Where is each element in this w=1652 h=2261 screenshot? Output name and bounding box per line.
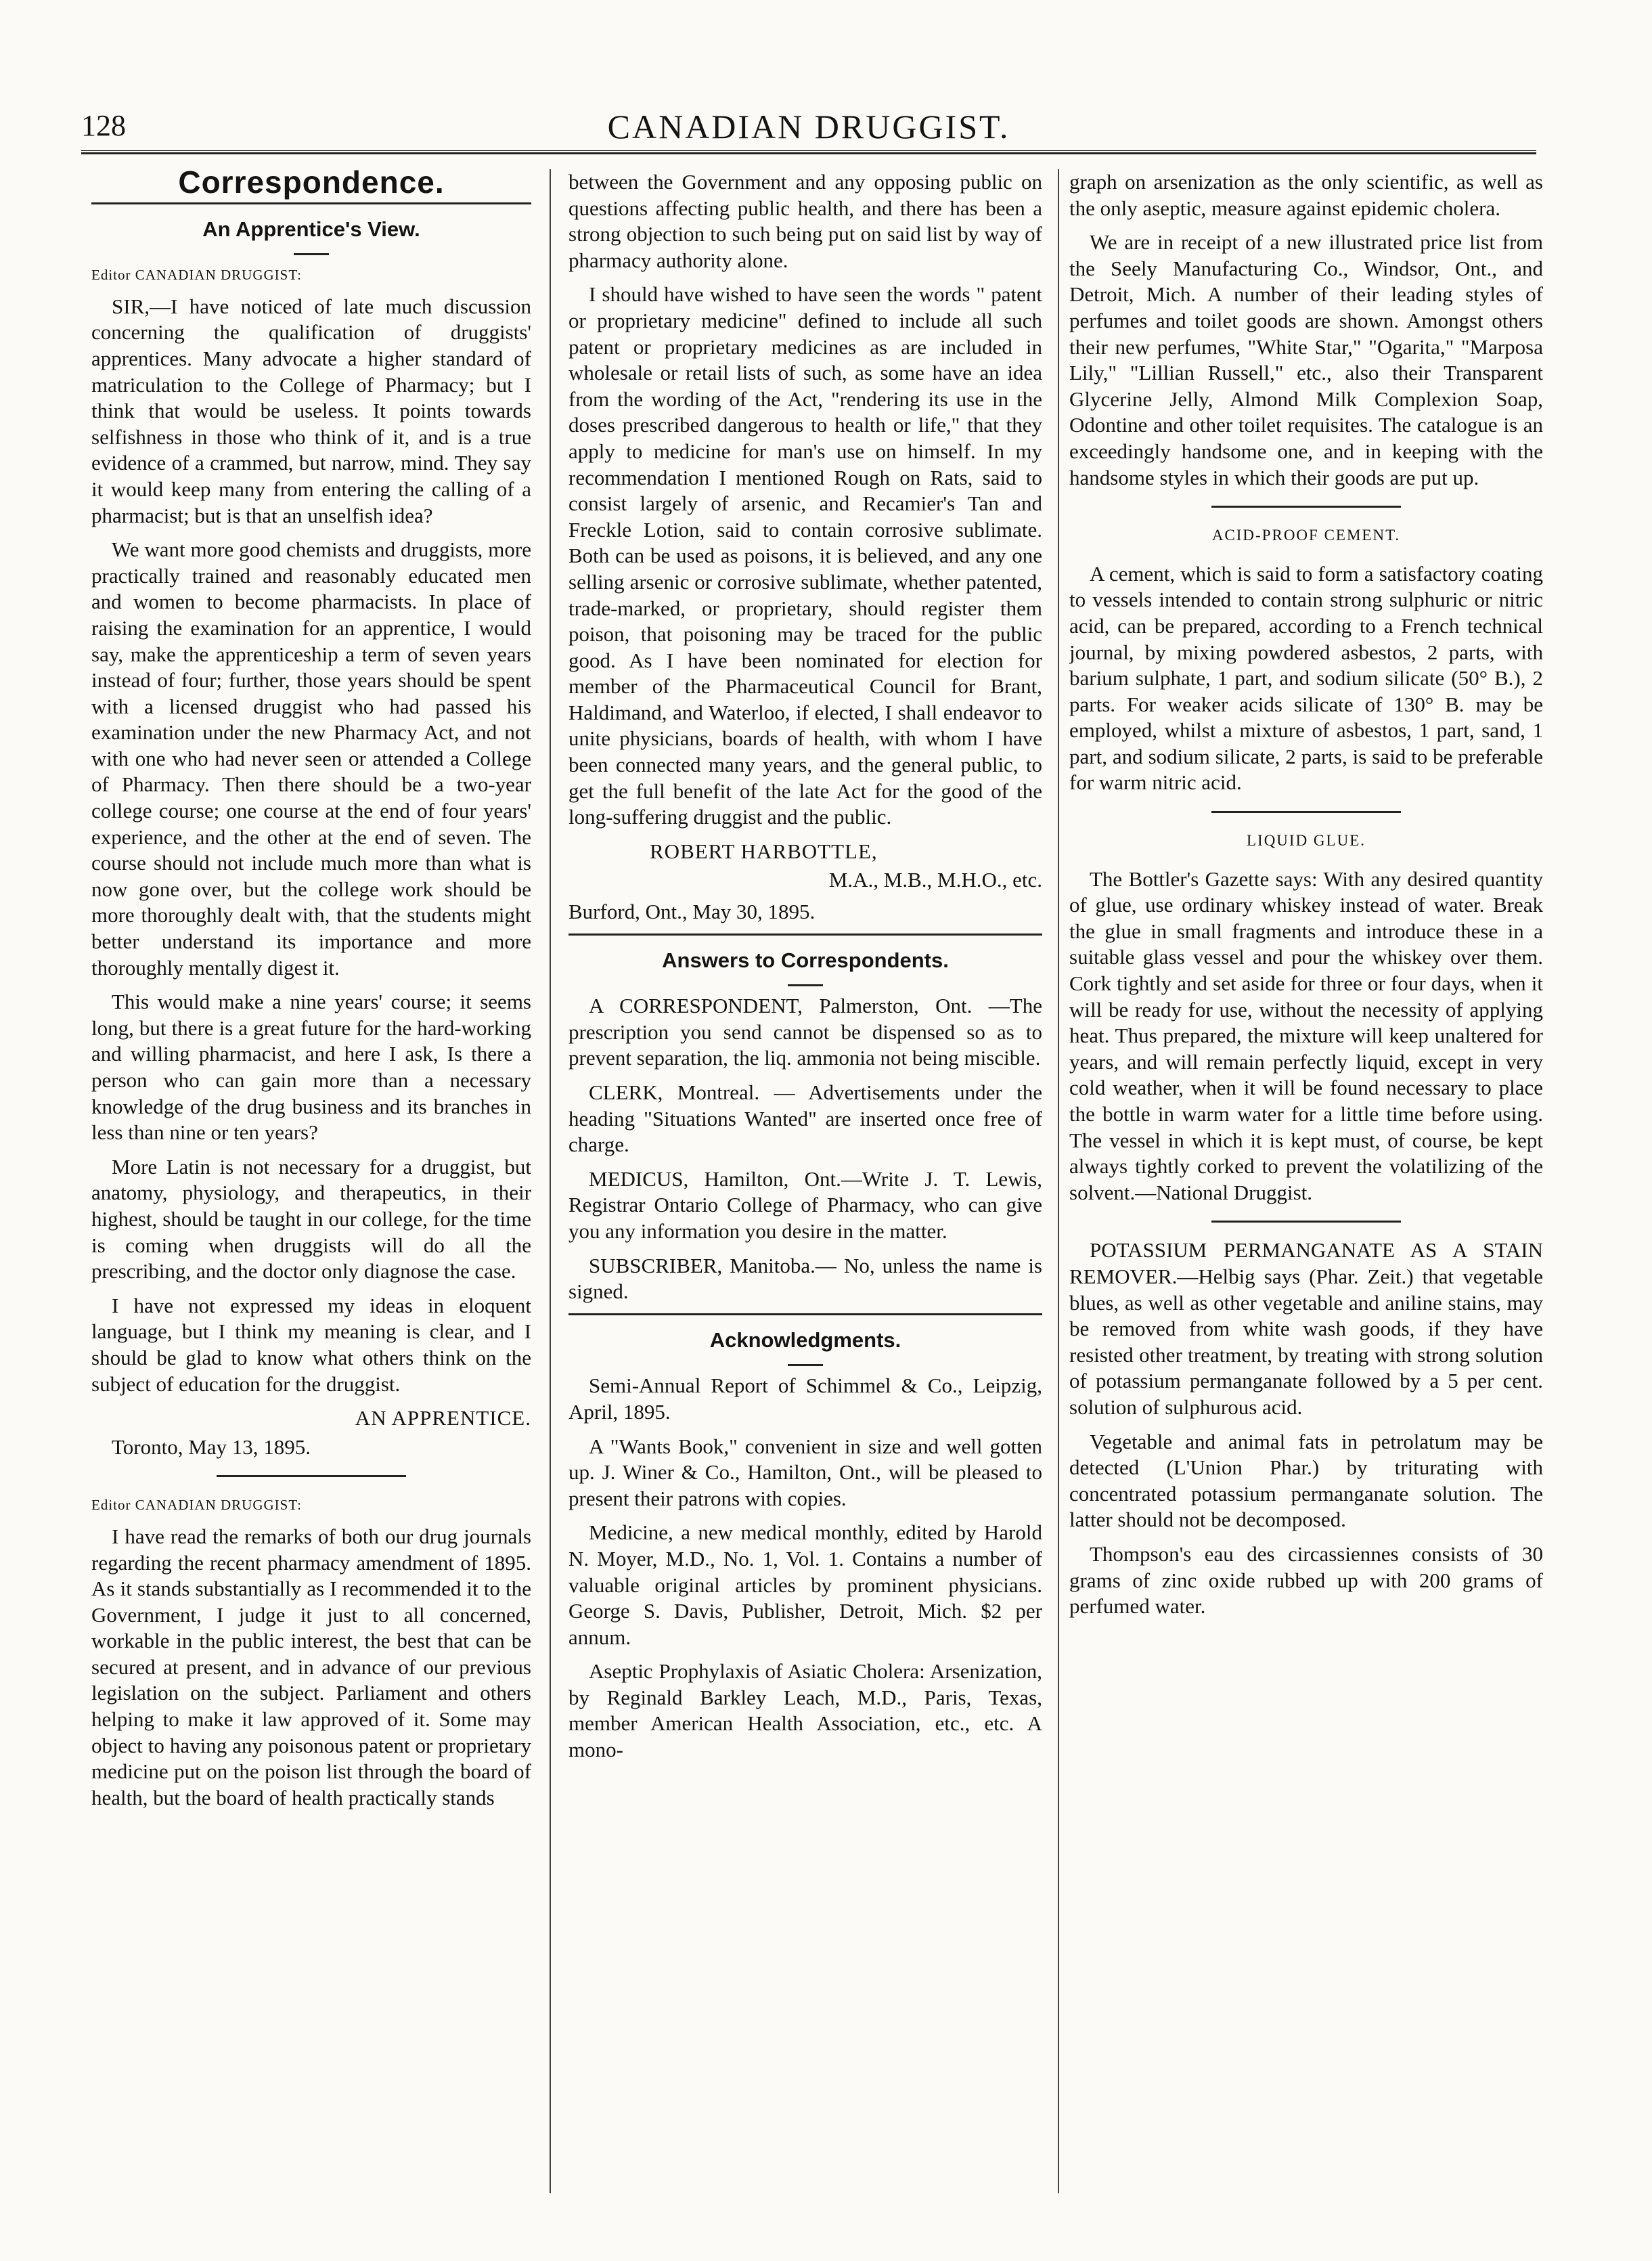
- column-divider-1: [550, 169, 551, 2193]
- section-rule: [91, 202, 531, 204]
- signature-titles: M.A., M.B., M.H.O., etc.: [828, 868, 1042, 892]
- paragraph: Vegetable and animal fats in petrolatum may be detected (L'Union Phar.) by triturating with concentrated potassium permanganate solution. The latter should not be decomposed.: [1069, 1429, 1543, 1532]
- article-title-apprentice: An Apprentice's View.: [202, 217, 420, 241]
- paragraph: A cement, which is said to form a satisfactory coating to vessels intended to contain strong sulphuric or nitric acid, can be prepared, according to a French technical journal, by mixing powdered asbestos, 2 parts, with barium sulphate, 1 part, and sodium silicate (50° B.), 2 parts. For weaker acids silicate of 130° B. may be employed, whilst a mixture of asbestos, 1 part, sand, 1 part, and sodium silicate, 2 parts, is said to be preferable for warm nitric acid.: [1069, 561, 1543, 795]
- liquid-glue-title: LIQUID GLUE.: [1246, 832, 1366, 850]
- paragraph: POTASSIUM PERMANGANATE AS A STAIN REMOVER.—Helbig says (Phar. Zeit.) that vegetable blues, as well as other vegetable and aniline stains, may be removed from white wash goods, if they have resisted other treatment, by treating with strong solution of potassium permanganate followed by a 5 per cent. solution of sulphurous acid.: [1069, 1238, 1543, 1419]
- divider-rule: [1211, 1221, 1401, 1223]
- short-rule: [788, 1364, 823, 1366]
- page-header: [81, 102, 1536, 149]
- answer-item: MEDICUS, Hamilton, Ont.—Write J. T. Lewis, Registrar Ontario College of Pharmacy, who can give you any information you desire in the matter.: [568, 1166, 1042, 1243]
- paragraph: I should have wished to have seen the words " patent or proprietary medicine" defined to include all such patent or proprietary medicines as are included in wholesale or retail lists of such, as some have an idea from the wording of the Act, "rendering its use in the doses prescribed dangerous to health or life," that they apply to medicine for man's use on himself. In my recommendation I mentioned Rough on Rats, said to consist largely of arsenic, and Recamier's Tan and Freckle Lotion, said to contain corrosive sublimate. Both can be used as poisons, it is believed, and any one selling arsenic or corrosive sublimate, whether patented, trade-marked, or proprietary, should register them poison, that poisoning may be traced for the public good. As I have been nominated for election for member of the Pharmaceutical Council for Brant, Haldimand, and Waterloo, if elected, I shall endeavor to unite physicians, boards of health, with whom I have been connected many years, and the general public, to get the full benefit of the late Act for the good of the long-suffering druggist and the public.: [568, 282, 1042, 829]
- ack-item: Semi-Annual Report of Schimmel & Co., Leipzig, April, 1895.: [568, 1374, 1042, 1424]
- ack-item: A "Wants Book," convenient in size and well gotten up. J. Winer & Co., Hamilton, Ont., will be pleased to present their patrons with copies.: [568, 1434, 1042, 1510]
- ack-item: Aseptic Prophylaxis of Asiatic Cholera: Arsenization, by Reginald Barkley Leach, M.D., Paris, Texas, member American Health Association, etc., etc. A mono-: [568, 1659, 1042, 1762]
- short-rule: [788, 984, 823, 986]
- column-2: [568, 169, 1042, 2200]
- paragraph: The Bottler's Gazette says: With any desired quantity of glue, use ordinary whiskey instead of water. Break the glue in small fragments and introduce these in a suitable glass vessel and pour the whiskey over them. Cork tightly and set aside for three or four days, when it will be ready for use, without the necessity of applying heat. Thus prepared, the mixture will keep unaltered for years, and will remain perfectly liquid, except in very cold weather, when it will be found necessary to place the bottle in warm water for a little time before using. The vessel in which it is kept must, of course, be kept always tightly corked to prevent the volatilizing of the solvent.—National Druggist.: [1069, 866, 1543, 1204]
- paragraph: between the Government and any opposing public on questions affecting public health, and there has been a strong objection to such being put on said list by way of pharmacy authority alone.: [568, 170, 1042, 272]
- paragraph: I have not expressed my ideas in eloquent language, but I think my meaning is clear, and I should be glad to know what others think on the subject of education for the druggist.: [91, 1293, 531, 1396]
- signature-name: ROBERT HARBOTTLE,: [650, 839, 878, 863]
- answer-item: SUBSCRIBER, Manitoba.— No, unless the name is signed.: [568, 1253, 1042, 1304]
- section-rule: [568, 1313, 1042, 1315]
- ack-item: Medicine, a new medical monthly, edited by Harold N. Moyer, M.D., No. 1, Vol. 1. Contains a number of valuable original articles by prominent physicians. George S. Davis, Publisher, Detroit, Mich. $2 per annum.: [568, 1520, 1042, 1649]
- running-title: CANADIAN DRUGGIST.: [607, 108, 1010, 146]
- paragraph: SIR,—I have noticed of late much discussion concerning the qualification of druggists' apprentices. Many advocate a higher standard of matriculation to the College of Pharmacy; but I think that would be useless. It points towards selfishness in those who think of it, and is a true evidence of a crammed, but narrow, mind. They say it would keep many from entering the calling of a pharmacist; but is that an unselfish idea?: [91, 294, 531, 527]
- divider-rule: [217, 1475, 406, 1477]
- dateline: Toronto, May 13, 1895.: [112, 1434, 311, 1459]
- short-rule: [294, 253, 329, 255]
- divider-rule: [1211, 811, 1401, 813]
- section-title-correspondence: Correspondence.: [178, 169, 445, 200]
- header-rule: [81, 150, 1536, 154]
- column-1: [91, 169, 531, 2200]
- answers-title: Answers to Correspondents.: [662, 948, 949, 972]
- signature-place: Burford, Ont., May 30, 1895.: [568, 900, 816, 924]
- paragraph: More Latin is not necessary for a druggist, but anatomy, physiology, and therapeutics, in their highest, should be taught in our college, for the time is coming when druggists will do all the prescribing, and the doctor only diagnose the case.: [91, 1154, 531, 1283]
- paragraph: graph on arsenization as the only scientific, as well as the only aseptic, measure against epidemic cholera.: [1069, 170, 1543, 220]
- section-rule: [568, 934, 1042, 936]
- paragraph: This would make a nine years' course; it seems long, but there is a great future for the hard-working and willing pharmacist, and here I ask, Is there a person who can gain more than a necessary knowledge of the drug business and its branches in less than nine or ten years?: [91, 990, 531, 1145]
- answer-item: CLERK, Montreal. — Advertisements under the heading "Situations Wanted" are inserted once free of charge.: [568, 1080, 1042, 1157]
- page-number: 128: [81, 109, 126, 142]
- signature: AN APPRENTICE.: [355, 1406, 531, 1430]
- column-3: [1069, 169, 1543, 2200]
- column-divider-2: [1058, 169, 1059, 2193]
- acid-proof-cement-title: ACID-PROOF CEMENT.: [1211, 527, 1401, 544]
- answer-item: A CORRESPONDENT, Palmerston, Ont. —The prescription you send cannot be dispensed so as to prevent separation, the liq. ammonia not being miscible.: [568, 994, 1042, 1070]
- paragraph: We are in receipt of a new illustrated price list from the Seely Manufacturing Co., Windsor, Ont., and Detroit, Mich. A number of their leading styles of perfumes and toilet goods are shown. Amongst others their new perfumes, "White Star," "Ogarita," "Marposa Lily," "Lillian Russell," etc., also their Transparent Glycerine Jelly, Almond Milk Complexion Soap, Odontine and other toilet requisites. The catalogue is an exceedingly handsome one, and in keeping with the handsome styles in which their goods are put up.: [1069, 230, 1543, 489]
- editor-address: Editor CANADIAN DRUGGIST:: [91, 1497, 302, 1514]
- paragraph: Thompson's eau des circassiennes consists of 30 grams of zinc oxide rubbed up with 200 grams of perfumed water.: [1069, 1541, 1543, 1619]
- acknowledgments-title: Acknowledgments.: [709, 1327, 901, 1352]
- editor-address: Editor CANADIAN DRUGGIST:: [91, 267, 302, 284]
- divider-rule: [1211, 506, 1401, 508]
- paragraph: We want more good chemists and druggists, more practically trained and reasonably educated men and women to become pharmacists. In place of raising the examination for an apprentice, I would say, make the apprenticeship a term of seven years instead of four; further, those years should be spent with a licensed druggist who had passed his examination under the new Pharmacy Act, and not with one who had never seen or attended a College of Pharmacy. Then there should be a two-year college course; one course at the end of four years' experience, and the other at the end of seven. The course should not include much more than what is now gone over, but the college work should be more thoroughly dealt with, that the students might better understand its importance and more thoroughly mentally digest it.: [91, 537, 531, 980]
- paragraph: I have read the remarks of both our drug journals regarding the recent pharmacy amendment of 1895. As it stands substantially as I recommended it to the Government, I judge it just to all concerned, workable in the public interest, the best that can be secured at present, and in advance of our previous legislation on the subject. Parliament and others helping to make it law approved of it. Some may object to having any poisonous patent or proprietary medicine put on the poison list through the board of health, but the board of health practically stands: [91, 1524, 531, 1809]
